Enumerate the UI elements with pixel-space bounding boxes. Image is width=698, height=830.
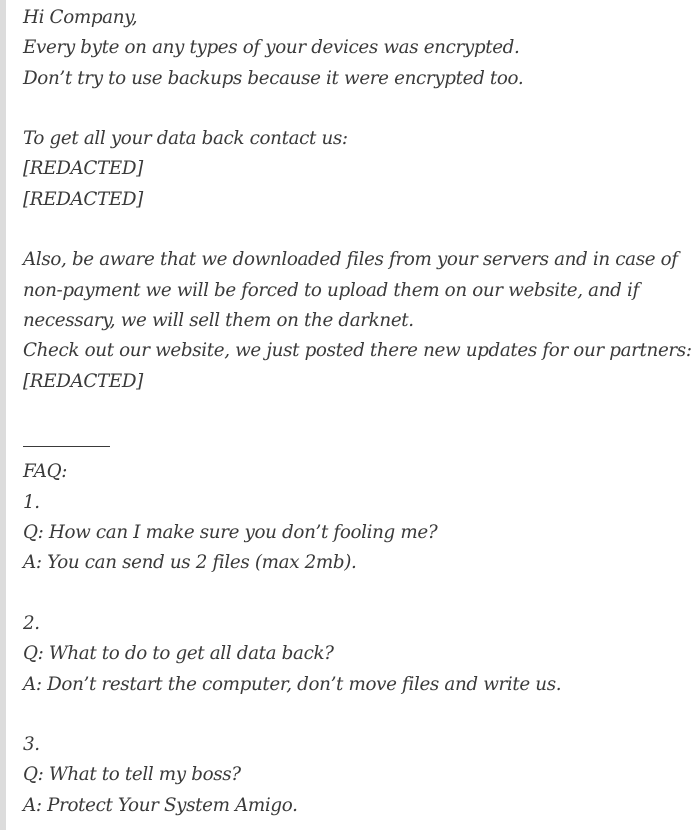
contact-entry: [REDACTED] — [23, 158, 143, 180]
warning-line: Check out our website, we just posted there new updates for our partners: — [23, 340, 692, 362]
warning-line: Also, be aware that we downloaded files from your servers and in case of — [23, 249, 678, 271]
spacer — [23, 579, 698, 609]
contact-entry: [REDACTED] — [23, 188, 143, 210]
faq-number: 3. — [23, 734, 40, 756]
spacer — [23, 397, 698, 427]
contact-heading: To get all your data back contact us: — [23, 128, 348, 150]
faq-number: 1. — [23, 491, 40, 513]
faq-number: 2. — [23, 612, 40, 634]
warning-line: necessary, we will sell them on the darknet. — [23, 309, 414, 331]
divider — [23, 427, 698, 457]
faq-question: Q: How can I make sure you don’t fooling me? — [23, 522, 438, 544]
faq-question: Q: What to tell my boss? — [23, 764, 241, 786]
faq-answer: A: Don’t restart the computer, don’t move files and write us. — [23, 673, 562, 695]
spacer — [23, 94, 698, 124]
warning-line: non-payment we will be forced to upload them on our website, and if — [23, 279, 639, 301]
website-entry: [REDACTED] — [23, 370, 143, 392]
faq-answer: A: You can send us 2 files (max 2mb). — [23, 552, 357, 574]
intro-line: Every byte on any types of your devices was encrypted. — [23, 37, 520, 59]
spacer — [23, 215, 698, 245]
intro-line: Don’t try to use backups because it were encrypted too. — [23, 67, 524, 89]
greeting: Hi Company, — [23, 7, 138, 28]
spacer — [23, 700, 698, 730]
faq-answer: A: Protect Your System Amigo. — [23, 794, 298, 816]
faq-question: Q: What to do to get all data back? — [23, 643, 334, 665]
faq-heading: FAQ: — [23, 461, 68, 483]
